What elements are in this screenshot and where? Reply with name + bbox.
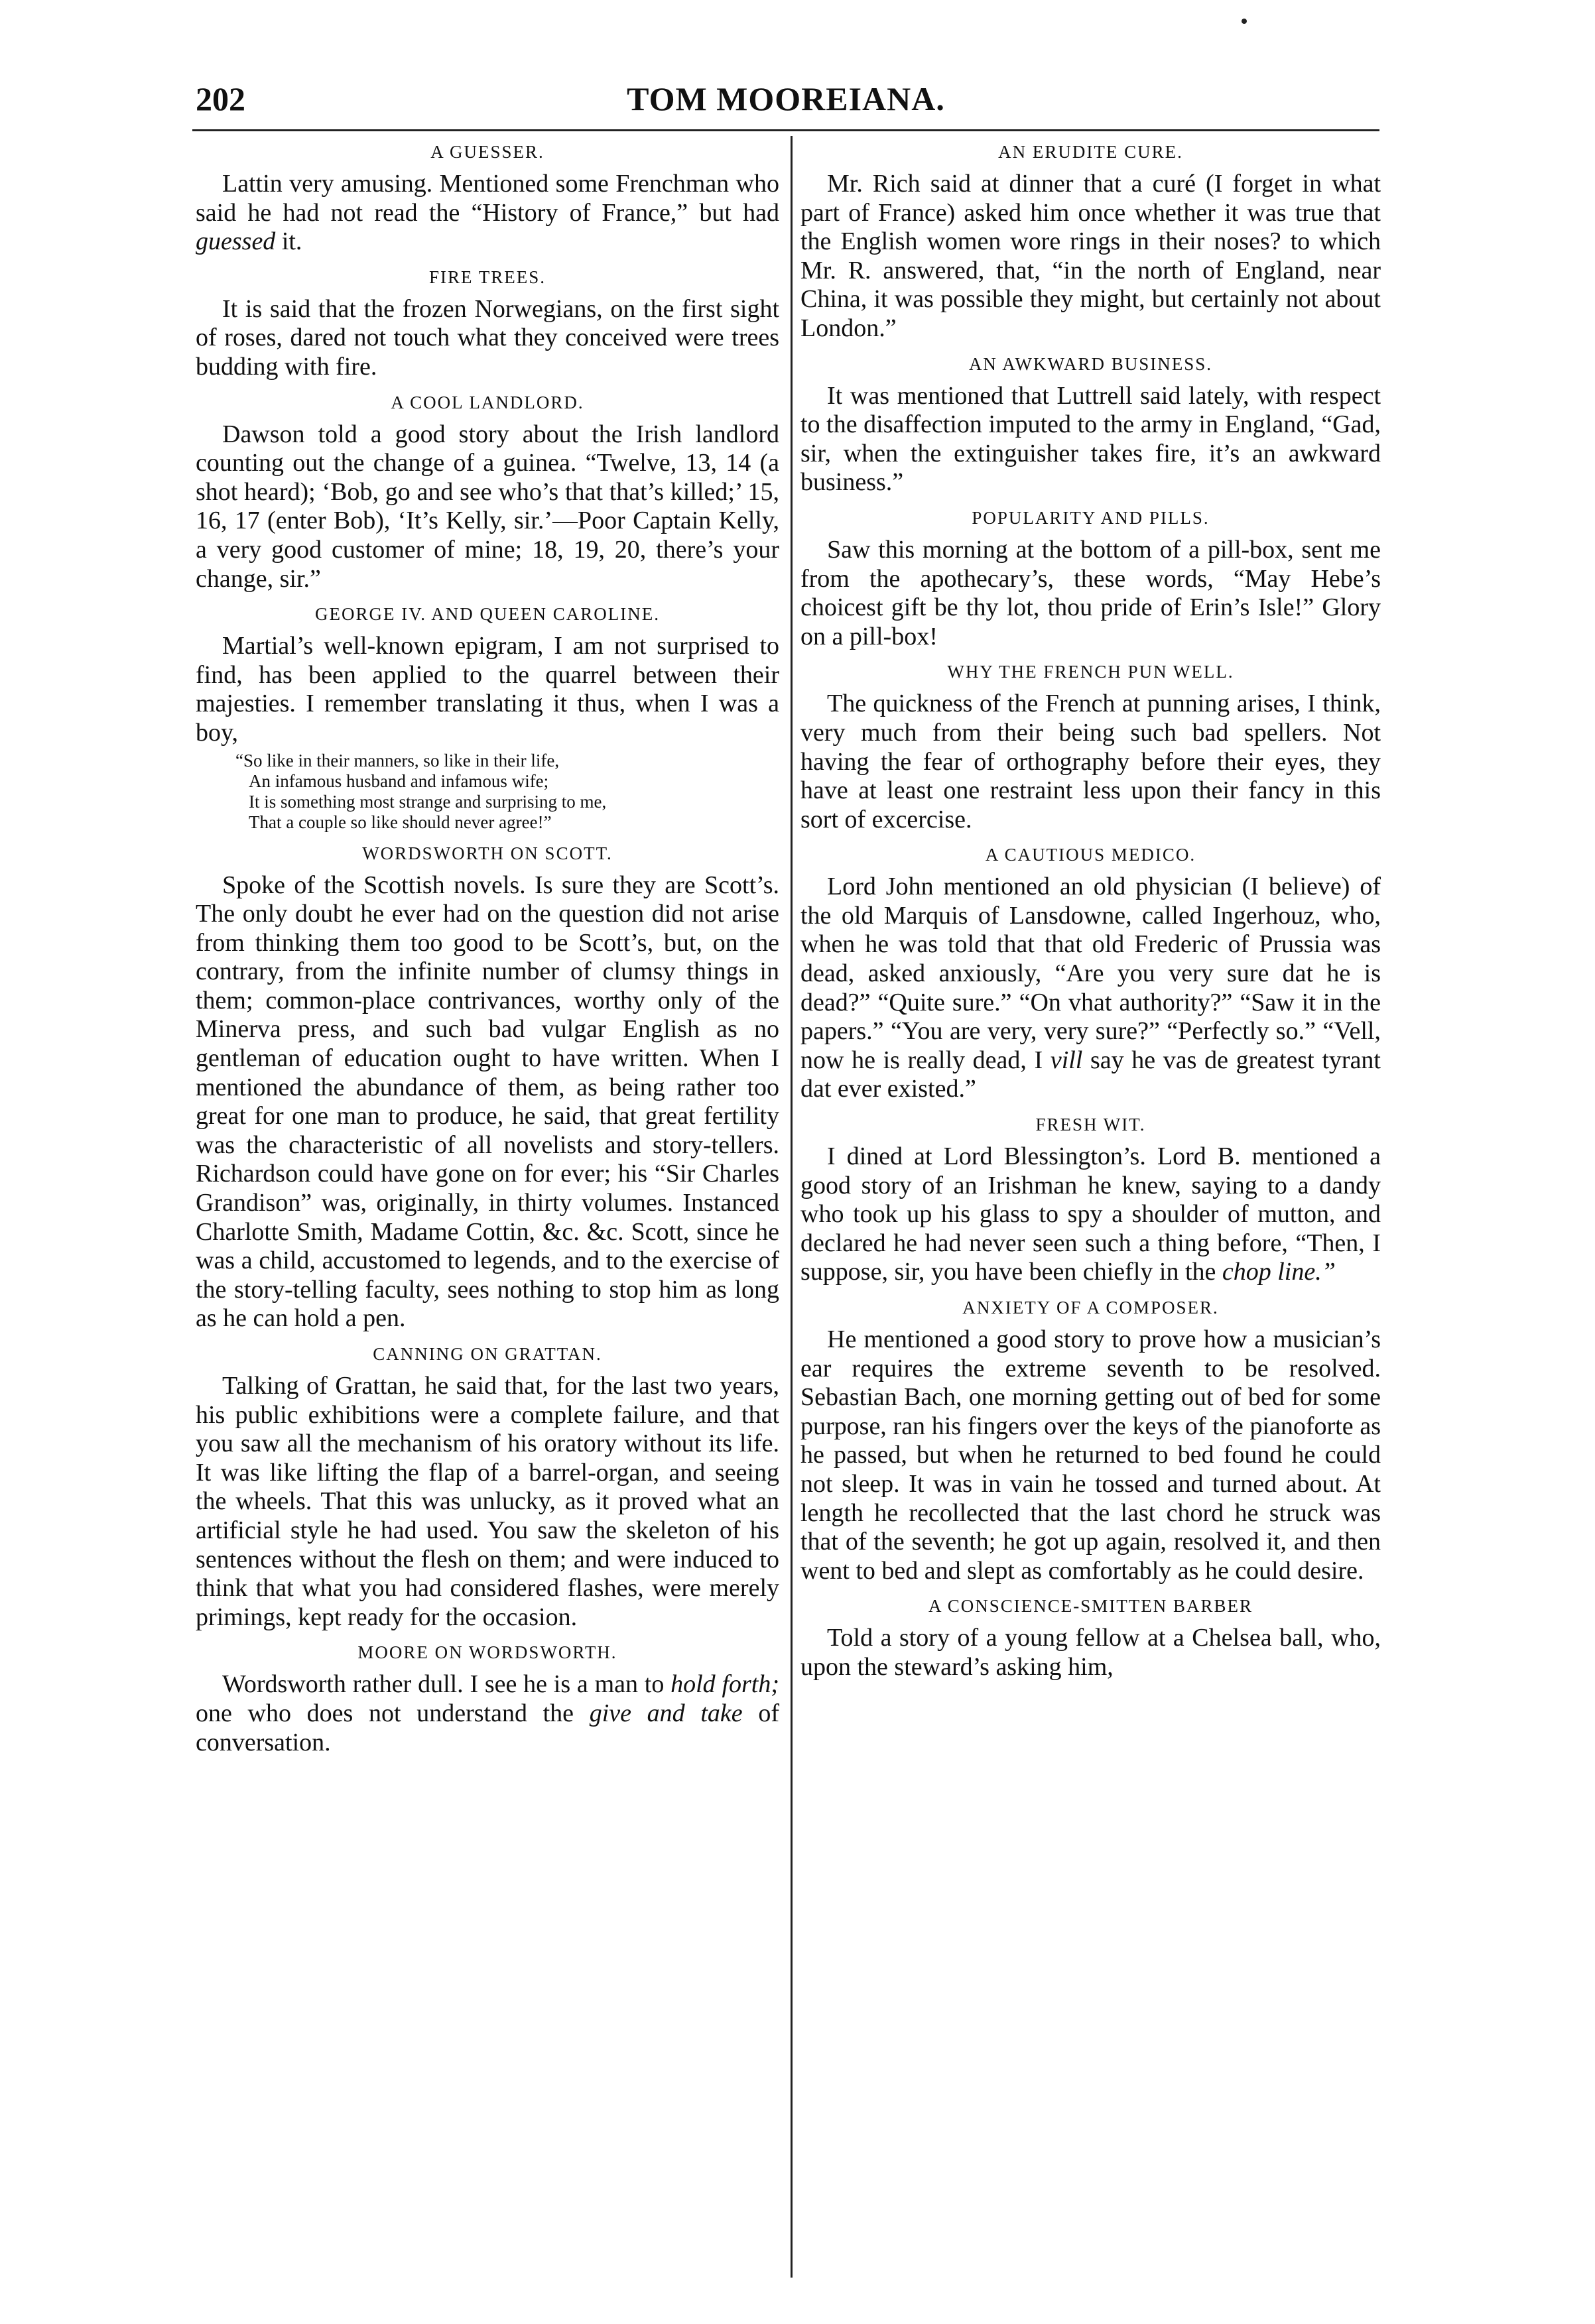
article bbox=[800, 353, 1381, 497]
article-body bbox=[800, 1325, 1381, 1585]
article bbox=[196, 266, 779, 382]
italic-text: give and take bbox=[589, 1699, 743, 1727]
italic-text: chop line.” bbox=[1222, 1258, 1336, 1286]
body-text: Lattin very amusing. Mentioned some Frenchman who said he had not read the “History of France,” but had bbox=[196, 170, 779, 227]
article bbox=[196, 603, 779, 832]
italic-text: guessed bbox=[196, 227, 276, 256]
body-text: I dined at Lord Blessington’s. Lord B. mentioned a good story of an Irishman he knew, saying to a dandy who took up his glass to spy a shoulder of mutton, and declared he had never seen such a thing before, “Then, I suppose, sir, you have been chiefly in the bbox=[800, 1142, 1381, 1286]
article-body bbox=[196, 1670, 779, 1757]
italic-text: hold forth; bbox=[670, 1670, 779, 1699]
article-heading: A GUESSER. bbox=[430, 142, 544, 162]
article-heading: FRESH WIT. bbox=[1035, 1115, 1146, 1135]
article bbox=[196, 141, 779, 257]
article bbox=[196, 1343, 779, 1632]
article-heading: ANXIETY OF A COMPOSER. bbox=[962, 1298, 1219, 1317]
body-text: Spoke of the Scottish novels. Is sure they are Scott’s. The only doubt he ever had on the question did not arise from thinking them too good to be Scott’s, but, on the contrary, from the infinite number of clumsy things in them; common-place contrivances, worthy only of the Minerva press, and such bad vulgar English as no gentleman of education ought to have written. When I mentioned the abundance of them, as being rather too great for one man to produce, he said, that great fertility was the characteristic of all novelists and story-tellers. Richardson could have gone on for ever; his “Sir Charles Grandison” was, originally, in thirty volumes. Instanced Charlotte Smith, Madame Cottin, &c. &c. Scott, since he was a child, accustomed to legends, and to the exercise of the story-telling faculty, sees nothing to stop him as long as he can hold a pen. bbox=[196, 871, 779, 1333]
article-heading: AN ERUDITE CURE. bbox=[998, 142, 1183, 162]
article-body bbox=[196, 632, 779, 747]
verse-line: “So like in their manners, so like in their life, bbox=[235, 750, 560, 770]
running-title: TOM MOOREIANA. bbox=[627, 80, 945, 117]
article-heading: A CAUTIOUS MEDICO. bbox=[985, 845, 1196, 865]
article-body bbox=[196, 1372, 779, 1632]
article-body bbox=[800, 690, 1381, 834]
epigram-verse bbox=[196, 751, 779, 833]
article-body bbox=[800, 536, 1381, 651]
article-heading: FIRE TREES. bbox=[428, 267, 546, 287]
body-text: Lord John mentioned an old physician (I believe) of the old Marquis of Lansdowne, called Ingerhouz, who, when he was told that that old Frederic of Prussia was dead, asked anxiously, “Are you very sure dat he is dead?” “Quite sure.” “On vhat authority?” “Saw it in the papers.” “You are very, very sure?” “Perfectly so.” “Vell, now he is really dead, I bbox=[800, 873, 1381, 1074]
body-text: Wordsworth rather dull. I see he is a man to bbox=[222, 1670, 671, 1699]
left-column bbox=[196, 141, 779, 1766]
article-heading: MOORE ON WORDSWORTH. bbox=[357, 1642, 617, 1663]
body-text: He mentioned a good story to prove how a musician’s ear requires the extreme seventh to be resolved. Sebastian Bach, one morning getting out of bed for some purpose, ran his fingers over the keys of the pianoforte as he passed, but when he returned to bed found he could not sleep. It was in vain he tossed and turned about. At length he recollected that the last chord he struck was that of the seventh; he got up again, resolved it, and then went to bed and slept as comfortably as he could desire. bbox=[800, 1325, 1381, 1585]
body-text: It was mentioned that Luttrell said lately, with respect to the disaffection imputed to the army in England, “Gad, sir, when the extinguisher takes fire, it’s an awkward business.” bbox=[800, 381, 1381, 497]
article-body bbox=[800, 170, 1381, 343]
article bbox=[800, 660, 1381, 834]
article-heading: CANNING ON GRATTAN. bbox=[373, 1344, 602, 1364]
article-heading: GEORGE IV. AND QUEEN CAROLINE. bbox=[315, 604, 660, 625]
page-number: 202 bbox=[196, 80, 245, 117]
article bbox=[800, 1113, 1381, 1287]
verse-line: It is something most strange and surprising to me, bbox=[249, 791, 607, 812]
article-heading: A COOL LANDLORD. bbox=[391, 392, 584, 412]
header-rule bbox=[192, 129, 1379, 131]
article-heading: WORDSWORTH ON SCOTT. bbox=[362, 843, 613, 863]
article-body bbox=[800, 1624, 1381, 1682]
body-text: Dawson told a good story about the Irish landlord counting out the change of a guinea. “Twelve, 13, 14 (a shot heard); ‘Bob, go and see who’s that that’s killed;’ 15, 16, 17 (enter Bob), ‘It’s Kelly, sir.’—Poor Captain Kelly, a very good customer of mine; 18, 19, 20, there’s your change, sir.” bbox=[196, 420, 779, 593]
article-body bbox=[196, 871, 779, 1334]
article-heading: AN AWKWARD BUSINESS. bbox=[968, 353, 1213, 374]
body-text: Told a story of a young fellow at a Chelsea ball, who, upon the steward’s asking him, bbox=[800, 1624, 1381, 1681]
verse-line: That a couple so like should never agree!” bbox=[249, 812, 552, 832]
article bbox=[196, 391, 779, 594]
body-text: The quickness of the French at punning arises, I think, very much from their being such bad spellers. Not having the fear of orthography before their eyes, they have at least one restraint less upon their fancy in this sort of excercise. bbox=[800, 690, 1381, 833]
article bbox=[196, 842, 779, 1334]
body-text: Saw this morning at the bottom of a pill-box, sent me from the apothecary’s, these words, “May Hebe’s choicest gift be thy lot, thou pride of Erin’s Isle!” Glory on a pill-box! bbox=[800, 535, 1381, 650]
verse-line: An infamous husband and infamous wife; bbox=[249, 770, 549, 791]
article-heading: A CONSCIENCE-SMITTEN BARBER bbox=[928, 1596, 1253, 1617]
body-text: Talking of Grattan, he said that, for the last two years, his public exhibitions were a complete failure, and that you saw all the mechanism of his oratory without its life. It was like lifting the flap of a barrel-organ, and seeing the wheels. That this was unlucky, as it proved what an artificial style he had used. You saw the skeleton of his sentences without the flesh on them; and were induced to think that what you had considered flashes, were merely primings, kept ready for the occasion. bbox=[196, 1372, 779, 1631]
article bbox=[800, 1296, 1381, 1585]
ink-speck bbox=[1242, 19, 1247, 24]
article bbox=[196, 1641, 779, 1757]
article-body bbox=[800, 382, 1381, 497]
italic-text: vill bbox=[1050, 1046, 1083, 1074]
article-body bbox=[196, 170, 779, 257]
article bbox=[800, 1595, 1381, 1682]
article-heading: POPULARITY AND PILLS. bbox=[972, 507, 1210, 528]
body-text: one who does not understand the bbox=[196, 1699, 590, 1727]
page-header bbox=[196, 80, 1376, 133]
body-text: of conversation. bbox=[196, 1699, 779, 1756]
right-column bbox=[800, 141, 1381, 1691]
column-rule bbox=[791, 136, 793, 2278]
article bbox=[800, 507, 1381, 651]
article-body bbox=[196, 420, 779, 594]
article-body bbox=[800, 873, 1381, 1104]
body-text: say he vas de greatest tyrant dat ever existed.” bbox=[800, 1046, 1381, 1103]
article-heading: WHY THE FRENCH PUN WELL. bbox=[947, 662, 1234, 682]
body-text: Martial’s well-known epigram, I am not surprised to find, has been applied to the quarrel between their majesties. I remember translating it thus, when I was a boy, bbox=[196, 632, 779, 747]
article bbox=[800, 141, 1381, 343]
body-text: It is said that the frozen Norwegians, on the first sight of roses, dared not touch what they conceived were trees budding with fire. bbox=[196, 294, 779, 381]
body-text: Mr. Rich said at dinner that a curé (I forget in what part of France) asked him once whether it was true that the English women wore rings in their noses? to which Mr. R. answered, that, “in the north of England, near China, it was possible they might, but certainly not about London.” bbox=[800, 170, 1381, 342]
article-body bbox=[196, 295, 779, 382]
article bbox=[800, 843, 1381, 1104]
article-body bbox=[800, 1142, 1381, 1287]
body-text: it. bbox=[275, 227, 302, 256]
